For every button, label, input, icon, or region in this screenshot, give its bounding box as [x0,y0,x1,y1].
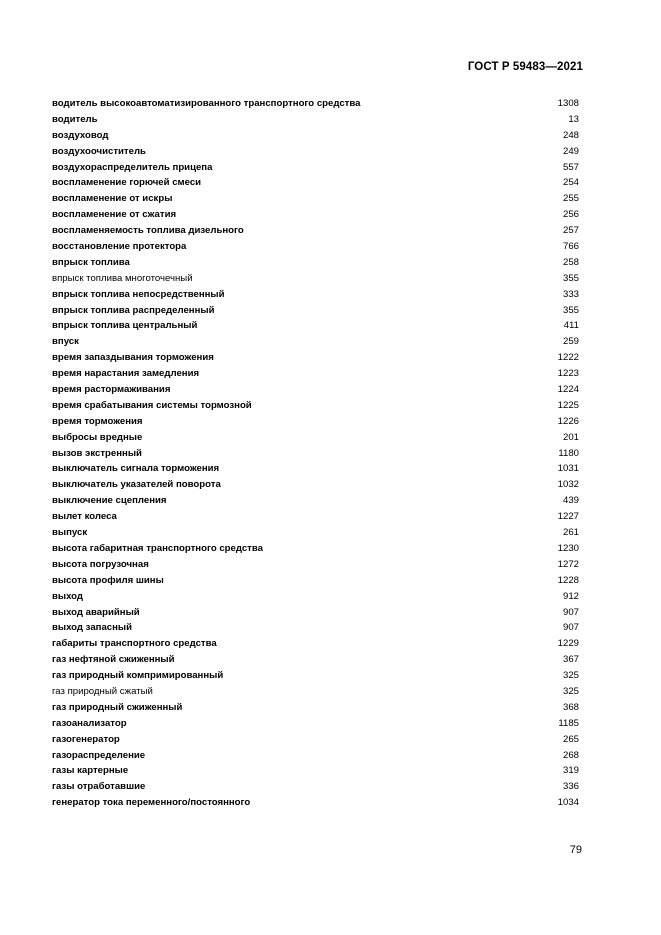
index-page-reference: 1272 [557,558,579,570]
index-page-reference: 265 [562,733,579,745]
index-term: вызов экстренный [52,447,142,459]
index-entry [52,748,579,764]
index-entry [52,461,579,477]
index-page-reference: 248 [562,129,579,141]
index-term: впрыск топлива непосредственный [52,288,225,300]
index-term: время торможения [52,415,143,427]
index-term: воздуховод [52,129,109,141]
index-entry [52,334,579,350]
index-term: водитель высокоавтоматизированного транспортного средства [52,98,361,109]
index-term: газ природный компримированный [52,670,224,682]
index-term: время срабатывания системы тормозной [52,399,252,411]
index-term: габариты транспортного средства [52,638,217,650]
index-entry [52,350,579,366]
index-entry [52,684,579,700]
index-page-reference: 249 [562,145,579,157]
index-entry [52,430,579,446]
index-entry [52,557,579,573]
index-entry [52,668,579,684]
index-entry [52,175,579,191]
index-term: время нарастания замедления [52,368,200,380]
index-entry [52,144,579,160]
index-page-reference: 411 [563,320,579,332]
index-term: впуск [52,336,79,348]
index-term: воспламенение от сжатия [52,209,177,221]
index-term: воздухоочиститель [52,145,146,157]
index-term: выбросы вредные [52,431,143,443]
index-page-reference: 333 [562,288,579,300]
index-entry [52,287,579,303]
index-page-reference: 1229 [557,638,579,650]
index-term: высота профиля шины [52,574,164,586]
index-term: впрыск топлива многоточечный [52,272,193,284]
index-page-reference: 325 [562,685,579,697]
index-page-reference: 257 [562,225,579,237]
index-page-reference: 1180 [558,447,579,459]
index-term: газы картерные [52,765,129,777]
index-entry [52,398,579,414]
index-term: водитель [52,113,98,125]
index-page-reference: 912 [562,590,579,602]
alphabetical-index [52,96,579,811]
index-entry [52,700,579,716]
index-page-reference: 13 [568,113,579,125]
page-number: 79 [569,844,582,856]
index-page-reference: 367 [562,654,579,666]
index-entry [52,446,579,462]
index-term: выпуск [52,527,88,539]
index-term: восстановление протектора [52,241,187,253]
index-page-reference: 254 [562,177,579,189]
index-term: выключение сцепления [52,495,167,507]
index-page-reference: 355 [562,304,579,316]
index-term: впрыск топлива распределенный [52,304,215,316]
index-entry [52,191,579,207]
index-entry [52,223,579,239]
index-page-reference: 201 [562,431,579,443]
index-entry [52,573,579,589]
index-page-reference: 268 [562,749,579,761]
index-page-reference: 439 [562,495,579,507]
index-page-reference: 907 [562,606,579,618]
index-page-reference: 1031 [557,463,579,475]
index-term: воздухораспределитель прицепа [52,161,213,173]
index-page-reference: 1222 [557,352,579,364]
index-page-reference: 1228 [557,574,579,586]
index-term: впрыск топлива центральный [52,320,198,332]
index-page-reference: 325 [562,670,579,682]
index-entry [52,271,579,287]
index-term: газы отработавшие [52,781,146,793]
index-page-reference: 1226 [557,415,579,427]
index-entry [52,716,579,732]
index-page-reference: 355 [562,272,579,284]
index-entry [52,525,579,541]
index-entry [52,652,579,668]
index-entry [52,318,579,334]
index-entry [52,239,579,255]
index-entry [52,620,579,636]
index-page-reference: 1225 [557,399,579,411]
index-term: вылет колеса [52,511,117,523]
index-page-reference: 261 [562,527,579,539]
index-entry [52,207,579,223]
index-page-reference: 1223 [557,368,579,380]
index-page-reference: 1185 [558,717,579,729]
index-entry [52,477,579,493]
index-page-reference: 319 [562,765,579,777]
index-page-reference: 907 [562,622,579,634]
index-entry [52,303,579,319]
index-term: воспламенение от искры [52,193,173,205]
index-entry [52,414,579,430]
index-page-reference: 766 [562,241,579,253]
index-term: газораспределение [52,749,146,761]
index-page-reference: 1308 [557,98,579,109]
index-term: высота габаритная транспортного средства [52,542,263,554]
index-term: газ нефтяной сжиженный [52,654,175,666]
index-term: выключатель сигнала торможения [52,463,220,475]
index-page-reference: 1224 [557,384,579,396]
index-entry [52,636,579,652]
index-term: воспламенение горючей смеси [52,177,202,189]
index-entry [52,128,579,144]
index-entry [52,96,579,112]
index-term: выключатель указателей поворота [52,479,221,491]
index-page-reference: 1032 [557,479,579,491]
index-entry [52,795,579,811]
index-entry [52,779,579,795]
index-term: газоанализатор [52,717,127,729]
index-term: выход [52,590,84,602]
index-term: газогенератор [52,733,120,745]
index-page-reference: 336 [562,781,579,793]
index-page-reference: 259 [562,336,579,348]
index-page-reference: 255 [562,193,579,205]
index-term: генератор тока переменного/постоянного [52,797,251,809]
index-entry [52,112,579,128]
index-term: время растормаживания [52,384,171,396]
index-page-reference: 256 [562,209,579,221]
index-page-reference: 258 [562,256,579,268]
index-entry [52,366,579,382]
index-term: впрыск топлива [52,256,130,268]
index-entry [52,589,579,605]
index-page-reference: 1034 [557,797,579,809]
document-header: ГОСТ Р 59483—2021 [467,61,583,73]
index-page-reference: 1230 [557,542,579,554]
index-term: время запаздывания торможения [52,352,214,364]
index-term: высота погрузочная [52,558,149,570]
index-term: газ природный сжатый [52,685,153,697]
index-entry [52,493,579,509]
index-term: газ природный сжиженный [52,701,183,713]
index-page-reference: 368 [562,701,579,713]
index-entry [52,541,579,557]
index-entry [52,732,579,748]
index-entry [52,509,579,525]
index-entry [52,160,579,176]
index-entry [52,255,579,271]
index-page-reference: 557 [562,161,579,173]
index-entry [52,382,579,398]
index-entry [52,763,579,779]
index-term: выход запасный [52,622,133,634]
index-page-reference: 1227 [557,511,579,523]
index-entry [52,605,579,621]
index-term: выход аварийный [52,606,140,618]
index-term: воспламеняемость топлива дизельного [52,225,244,237]
